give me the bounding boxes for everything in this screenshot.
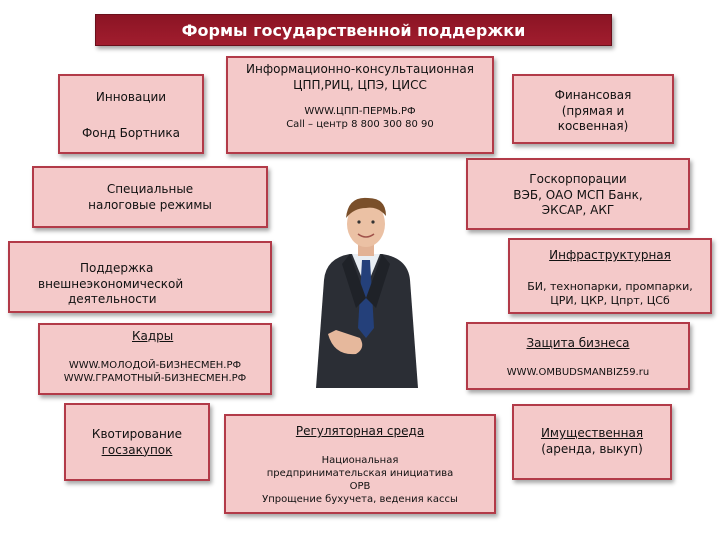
protect-title: Защита бизнеса (526, 336, 630, 350)
reg-line4: Упрощение бухучета, ведения кассы (262, 493, 458, 505)
cadres-box (38, 323, 272, 395)
info-call: Call – центр 8 800 300 80 90 (286, 119, 434, 131)
reg-line1: Национальная (321, 454, 399, 466)
property-box (512, 404, 672, 480)
reg-line3: ОРВ (349, 480, 371, 492)
page-title-text: Формы государственной поддержки (181, 20, 526, 40)
infrastructure-box (508, 238, 712, 314)
info-title-line2: ЦПП,РИЦ, ЦПЭ, ЦИСС (293, 77, 427, 92)
financial-line2: (прямая и (561, 103, 625, 118)
corp-line3: ЭКСАР, АКГ (541, 203, 615, 218)
cadres-site1: WWW.МОЛОДОЙ-БИЗНЕСМЕН.РФ (68, 359, 242, 371)
special-line2: налоговые режимы (88, 197, 212, 212)
info-site: WWW.ЦПП-ПЕРМЬ.РФ (304, 106, 416, 118)
page-title (95, 14, 612, 46)
infra-title: Инфраструктурная (549, 248, 671, 262)
foreign-trade-box (8, 241, 272, 313)
business-protection-box (466, 322, 690, 390)
state-corp-box (466, 158, 690, 230)
foreign-line2: внешнеэкономической (38, 276, 184, 291)
financial-line3: косвенная) (557, 119, 629, 134)
infra-line2: ЦРИ, ЦКР, Цпрт, ЦСб (550, 293, 670, 307)
infra-line1: БИ, технопарки, промпарки, (527, 279, 693, 293)
foreign-line3: деятельности (68, 292, 157, 307)
protect-site: WWW.OMBUDSMANBIZ59.ru (506, 366, 650, 378)
property-line1: Имущественная (540, 426, 644, 440)
cadres-site2: WWW.ГРАМОТНЫЙ-БИЗНЕСМЕН.РФ (63, 372, 247, 384)
corp-line2: ВЭБ, ОАО МСП Банк, (513, 187, 643, 202)
special-line1: Специальные (106, 182, 194, 196)
info-title-line1: Информационно-консультационная (246, 62, 474, 76)
procurement-quota-box (64, 403, 210, 481)
property-line2: (аренда, выкуп) (541, 441, 643, 456)
businessman-illustration (286, 188, 446, 388)
reg-line2: предпринимательская инициатива (266, 467, 454, 479)
corp-line1: Госкорпорации (529, 172, 627, 186)
foreign-line1: Поддержка (80, 261, 154, 275)
info-consulting-box (226, 56, 494, 154)
businessman-photo (286, 188, 446, 388)
quota-line2: госзакупок (101, 442, 173, 457)
innovations-label: Инновации (95, 90, 167, 104)
innovations-sub: Фонд Бортника (81, 125, 181, 140)
innovations-box (58, 74, 204, 154)
cadres-title: Кадры (132, 329, 174, 343)
quota-line1: Квотирование (91, 427, 183, 441)
financial-box (512, 74, 674, 144)
reg-title: Регуляторная среда (295, 424, 425, 438)
special-tax-box (32, 166, 268, 228)
financial-line1: Финансовая (554, 88, 632, 102)
regulatory-box (224, 414, 496, 514)
